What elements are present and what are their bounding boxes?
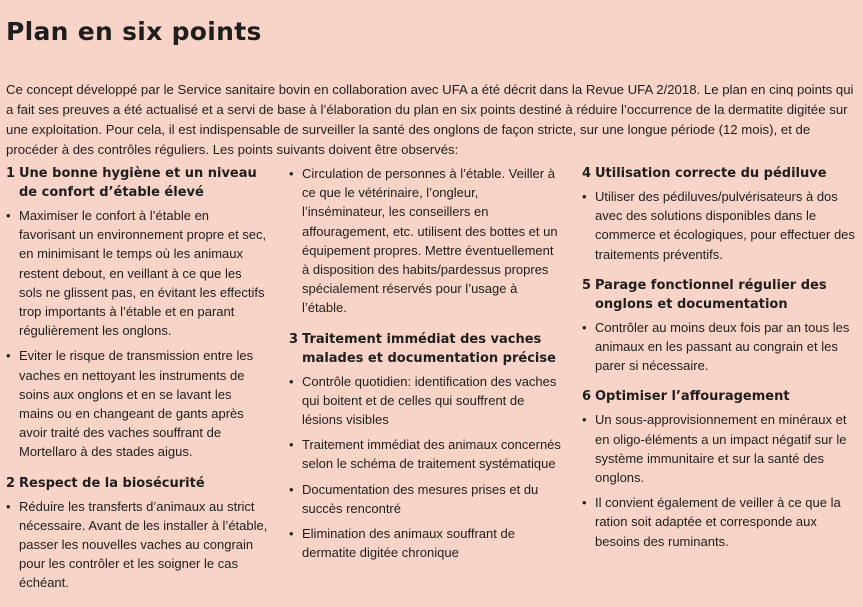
list-item: [582, 410, 857, 487]
bullet-icon: •: [6, 348, 11, 364]
list-item: [6, 346, 268, 461]
section-1: [6, 164, 268, 462]
bullet-icon: •: [6, 208, 11, 223]
list-item-text: Elimination des animaux souffrant de dermatite digitée chronique: [302, 526, 515, 561]
section-number: 1: [6, 166, 16, 181]
bullet-icon: •: [289, 481, 294, 497]
list-item: [582, 318, 857, 376]
section-2-continued: [289, 164, 561, 318]
section-heading: [582, 276, 857, 314]
page-title: Plan en six points: [6, 17, 262, 46]
section-heading: [582, 387, 857, 406]
section-number: 6: [582, 389, 592, 405]
list-item-text: Utiliser des pédiluves/pulvérisateurs à dos avec des solutions disponibles dans le commerce et écologiques, pour effectuer des traitements préventifs.: [595, 189, 855, 262]
section-title: Parage fonctionnel régulier des onglons et documentation: [595, 277, 827, 312]
bullet-list: [582, 187, 857, 264]
list-item-text: Un sous-approvisionnement en minéraux et en oligo-éléments a un impact négatif sur le système immunitaire et sur la santé des onglons.: [595, 412, 847, 486]
section-2: [6, 474, 268, 593]
list-item-text: Circulation de personnes à l’étable. Veiller à ce que le vétérinaire, l’ongleur, l’inséminateur, les conseillers en affouragement, etc. utilisent des bottes et un équipement propres. Mettre éventuellement à disposition des habits/pardessus propres spécialement réservés pour l’usage à l’étable.: [302, 166, 558, 316]
columns-container: [6, 164, 858, 604]
list-item-text: Il convient également de veiller à ce que la ration soit adaptée et corresponde aux besoins des ruminants.: [595, 495, 841, 549]
section-6: [582, 387, 857, 550]
section-4: [582, 164, 857, 264]
bullet-icon: •: [582, 319, 587, 335]
list-item-text: Documentation des mesures prises et du succès rencontré: [302, 481, 539, 516]
bullet-icon: •: [6, 498, 11, 514]
list-item-text: Réduire les transferts d’animaux au strict nécessaire. Avant de les installer à l’étable, passer les nouvelles vaches au congrain pour les contrôler et les soigner le cas échéant.: [19, 498, 268, 591]
list-item-text: Traitement immédiat des animaux concernés selon le schéma de traitement systématique: [302, 437, 561, 472]
section-title: Optimiser l’affouragement: [595, 389, 790, 405]
bullet-icon: •: [289, 166, 294, 181]
column-3: [582, 164, 857, 563]
section-title: Respect de la biosécurité: [19, 475, 205, 491]
bullet-icon: •: [289, 437, 294, 453]
bullet-list: [289, 164, 561, 318]
list-item: [289, 435, 561, 473]
section-number: 4: [582, 166, 592, 181]
section-heading: [6, 164, 268, 202]
section-3: [289, 330, 561, 563]
section-number: 3: [289, 331, 299, 347]
section-heading: [289, 330, 561, 368]
section-number: 5: [582, 277, 592, 293]
list-item: [582, 493, 857, 551]
section-number: 2: [6, 475, 16, 491]
section-title: Utilisation correcte du pédiluve: [595, 166, 827, 181]
bullet-list: [582, 318, 857, 376]
section-heading: [582, 164, 857, 183]
bullet-icon: •: [582, 495, 587, 511]
bullet-list: [6, 206, 268, 462]
section-heading: [6, 474, 268, 493]
list-item-text: Eviter le risque de transmission entre les vaches en nettoyant les instruments de soins aux onglons et en se lavant les mains ou en changeant de gants après avoir traité des vaches souffrant de Mortellaro à des stades aigus.: [19, 348, 254, 460]
bullet-list: [582, 410, 857, 550]
list-item: [6, 497, 268, 593]
bullet-icon: •: [289, 373, 294, 389]
bullet-list: [6, 497, 268, 593]
list-item: [289, 480, 561, 518]
bullet-list: [289, 372, 561, 563]
column-1: [6, 164, 268, 605]
list-item-text: Contrôle quotidien: identification des vaches qui boitent et de celles qui souffrent de lésions visibles: [302, 373, 557, 428]
list-item-text: Contrôler au moins deux fois par an tous les animaux en les passant au congrain et les parer si nécessaire.: [595, 319, 850, 374]
bullet-icon: •: [289, 526, 294, 542]
list-item: [289, 164, 561, 318]
list-item: [6, 206, 268, 340]
column-2: [289, 164, 561, 574]
list-item: [289, 524, 561, 562]
section-5: [582, 276, 857, 376]
list-item-text: Maximiser le confort à l’étable en favorisant un environnement propre et sec, en minimisant le temps où les animaux restent debout, en veillant à ce que les sols ne glissent pas, en évitant les effectifs trop importants à l’étable et en parant régulièrement les onglons.: [19, 208, 267, 339]
bullet-icon: •: [582, 189, 587, 204]
intro-paragraph: Ce concept développé par le Service sanitaire bovin en collaboration avec UFA a été décrit dans la Revue UFA 2/2018. Le plan en cinq points qui a fait ses preuves a été actualisé et a servi de base à l’élaboration du plan en six points destiné à réduire l’occurrence de la dermatite digitée sur une exploitation. Pour cela, il est indispensable de surveiller la santé des onglons de façon stricte, sur une longue période (12 mois), et de procéder à des contrôles réguliers. Les points suivants doivent être observés:: [6, 82, 854, 157]
bullet-icon: •: [582, 412, 587, 428]
list-item: [289, 372, 561, 430]
section-title: Traitement immédiat des vaches malades et documentation précise: [302, 331, 556, 366]
list-item: [582, 187, 857, 264]
section-title: Une bonne hygiène et un niveau de confort d’étable élevé: [19, 166, 257, 200]
